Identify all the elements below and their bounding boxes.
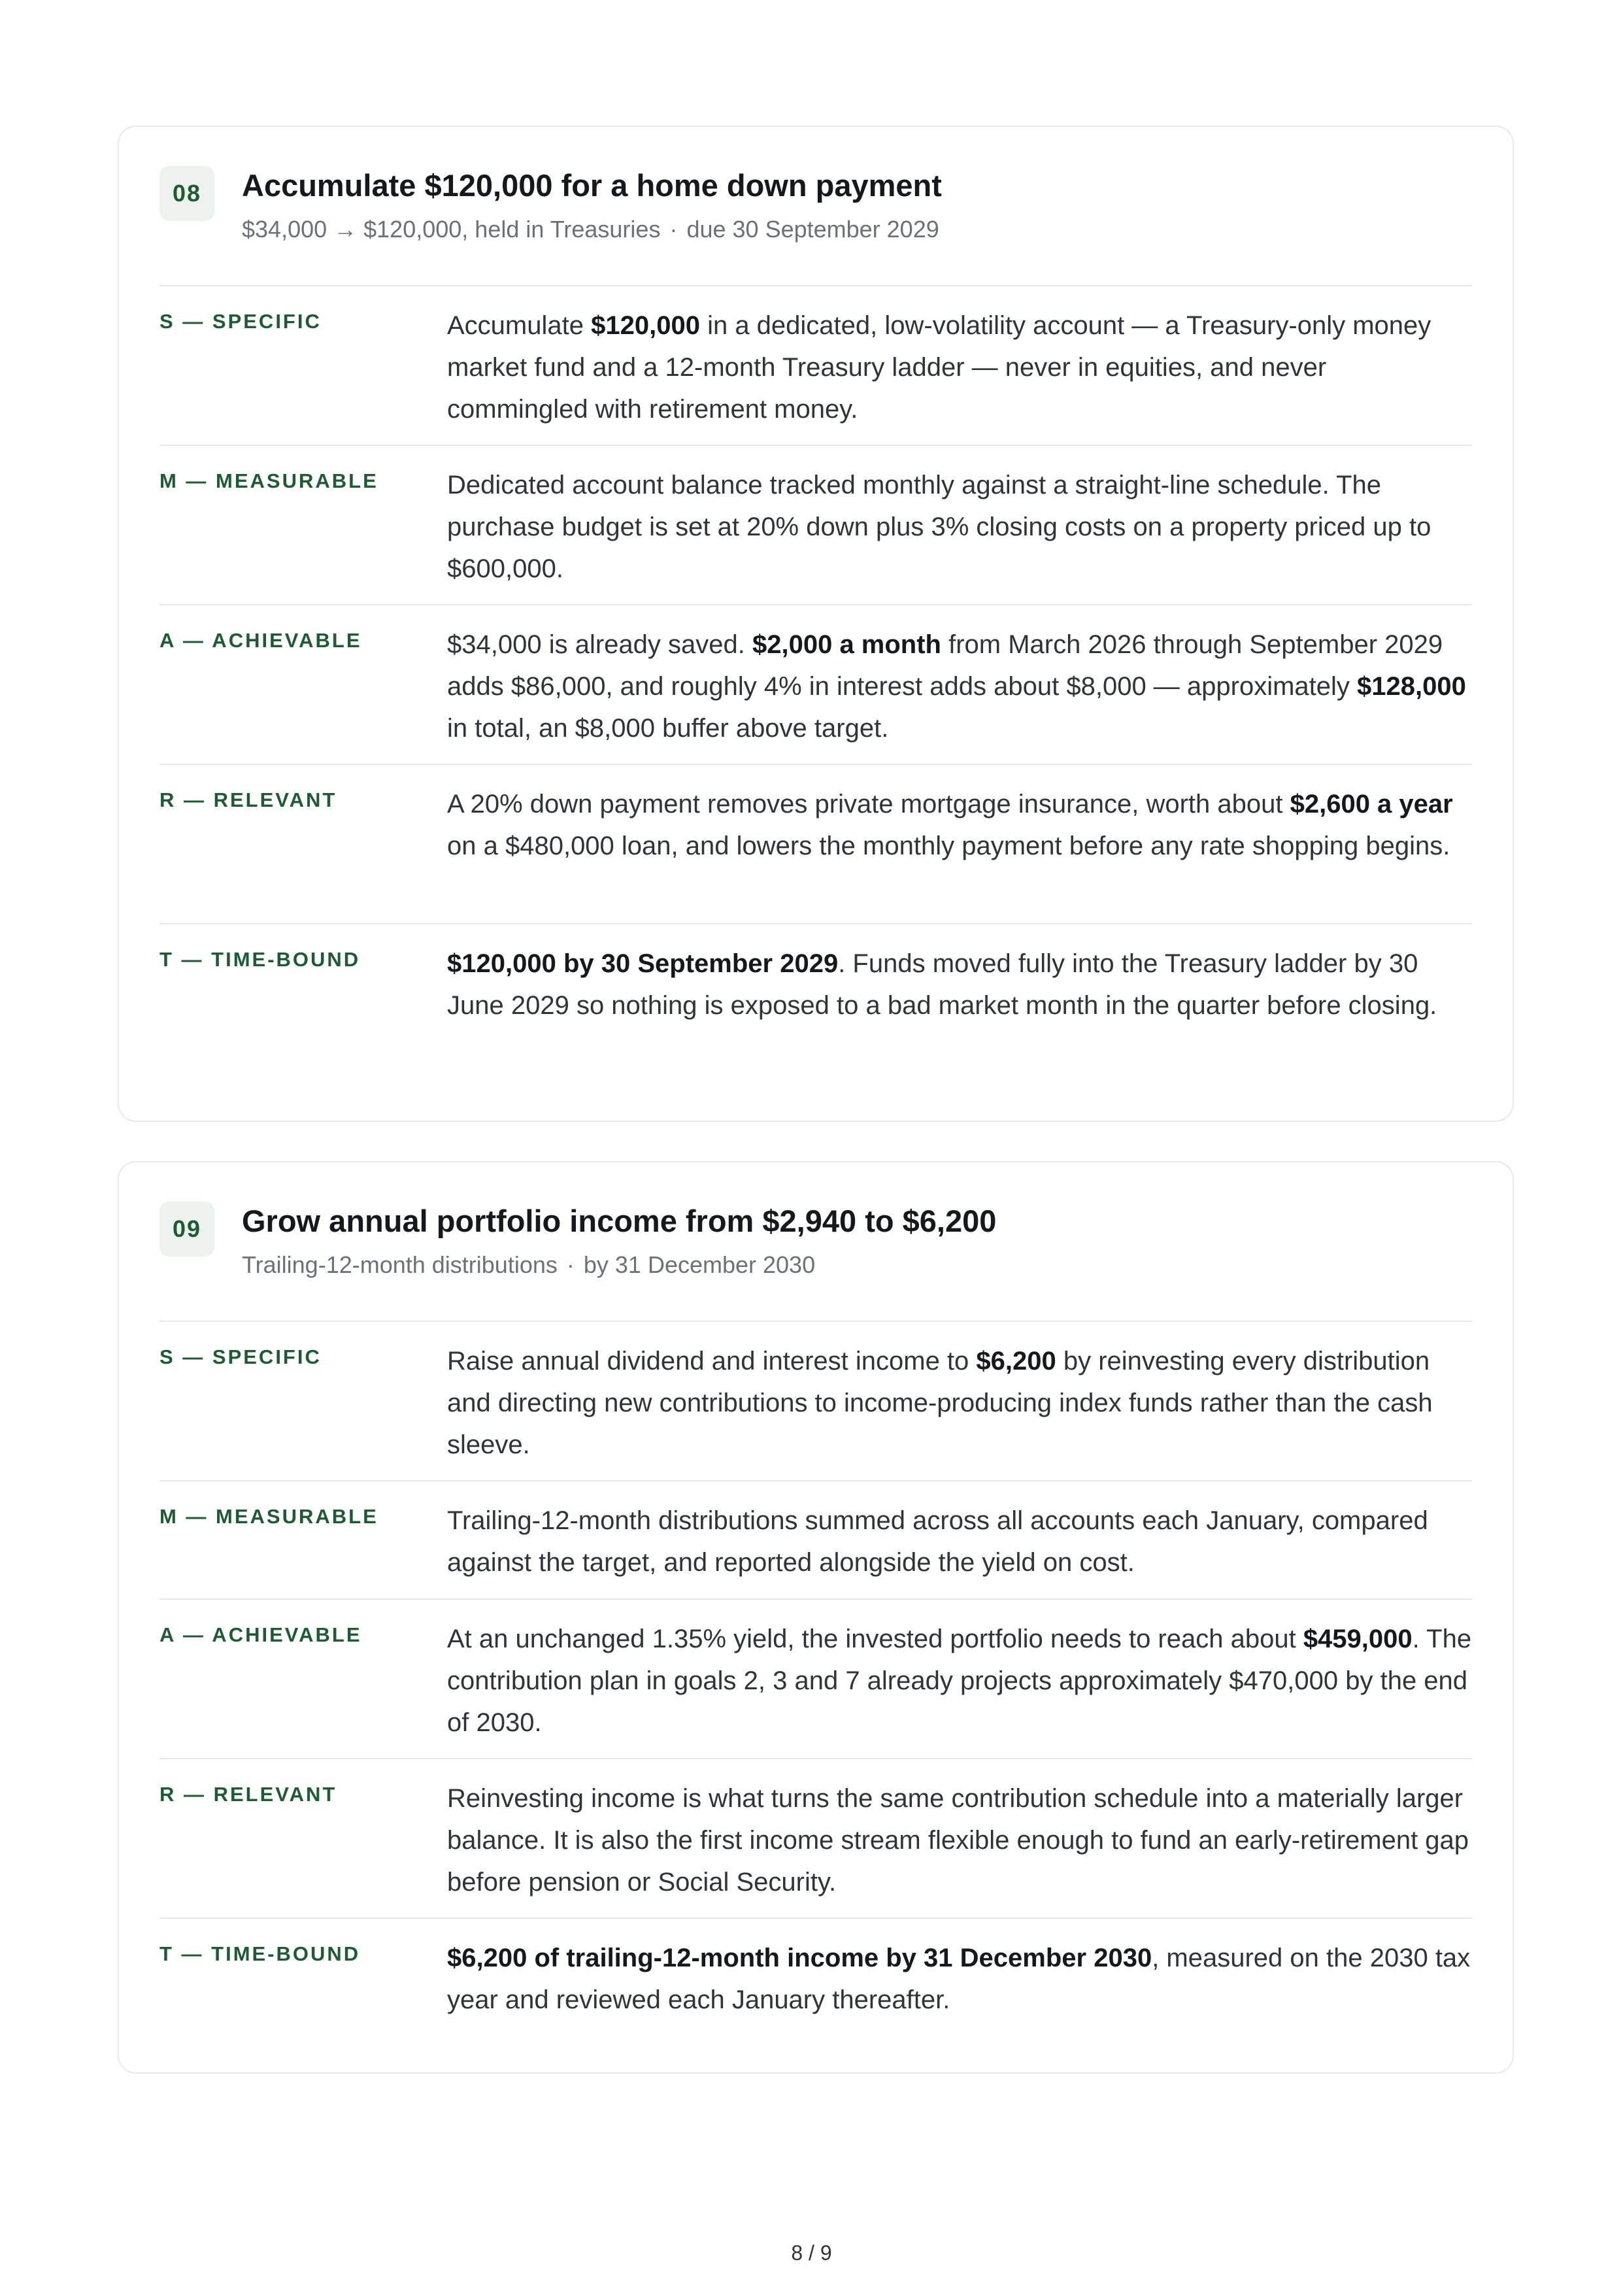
criterion-text: $34,000 is already saved. $2,000 a month from March 2026 through September 2029 adds $86,000, and roughly 4% in interest adds about $8,000 — approximately $128,000 in total, an $8,000 buffer above target. [447, 630, 1466, 743]
criterion-label: A — ACHIEVABLE [159, 629, 362, 652]
goal-number-badge: 09 [159, 1202, 214, 1257]
criterion-text: Dedicated account balance tracked monthly against a straight-line schedule. The purchase budget is set at 20% down plus 3% closing costs on a property priced up to $600,000. [447, 471, 1431, 583]
smart-criteria [159, 1321, 1472, 2070]
goal-title: Grow annual portfolio income from $2,940 to $6,200 [242, 1204, 997, 1238]
criterion-label: A — ACHIEVABLE [159, 1623, 362, 1646]
subtitle-separator: · [669, 216, 678, 243]
goal-subtitle [242, 1251, 815, 1279]
goal-card-08 [118, 126, 1514, 1122]
goal-title: Accumulate $120,000 for a home down payment [242, 168, 942, 203]
emphasis: $2,000 a month [752, 630, 941, 659]
smart-row-time-bound [159, 1917, 1472, 2070]
smart-row-relevant [159, 1758, 1472, 1917]
emphasis: $6,200 of trailing-12-month income by 31 December 2030 [447, 1944, 1152, 1972]
criterion-text: A 20% down payment removes private mortgage insurance, worth about $2,600 a year on a $480,000 loan, and lowers the monthly payment before any rate shopping begins. [447, 790, 1453, 860]
emphasis: $6,200 [976, 1347, 1056, 1376]
criterion-text: $120,000 by 30 September 2029. Funds moved fully into the Treasury ladder by 30 June 2029 so nothing is exposed to a bad market month in the quarter before closing. [447, 949, 1437, 1020]
smart-row-achievable [159, 1598, 1472, 1758]
smart-row-specific [159, 1321, 1472, 1480]
smart-row-relevant [159, 764, 1472, 923]
criterion-text: Trailing-12-month distributions summed across all accounts each January, compared against the target, and reported alongside the yield on cost. [447, 1506, 1428, 1577]
page-number: 8 / 9 [791, 2241, 832, 2265]
criterion-label: S — SPECIFIC [159, 310, 322, 333]
goal-subtitle-main: Trailing-12-month distributions [242, 1251, 558, 1278]
goal-card-09 [118, 1161, 1514, 2074]
criterion-text: Reinvesting income is what turns the same contribution schedule into a materially larger balance. It is also the first income stream flexible enough to fund an early-retirement gap before pension or Social Security. [447, 1784, 1469, 1897]
smart-row-achievable [159, 604, 1472, 764]
goal-header [159, 166, 1472, 245]
goal-number-badge: 08 [159, 166, 214, 221]
criterion-label: R — RELEVANT [159, 788, 337, 811]
goal-due-date: by 31 December 2030 [583, 1251, 816, 1278]
smart-row-time-bound [159, 923, 1472, 1119]
criterion-label: T — TIME-BOUND [159, 948, 361, 971]
emphasis: $2,600 a year [1290, 790, 1453, 819]
goal-subtitle [242, 216, 939, 243]
smart-row-measurable [159, 1480, 1472, 1598]
criterion-label: S — SPECIFIC [159, 1345, 322, 1368]
criterion-label: M — MEASURABLE [159, 469, 378, 492]
criterion-text: Accumulate $120,000 in a dedicated, low-volatility account — a Treasury-only money market fund and a 12-month Treasury ladder — never in equities, and never commingled with retirement money. [447, 311, 1431, 424]
emphasis: $120,000 by 30 September 2029 [447, 949, 839, 978]
subtitle-separator: · [566, 1251, 575, 1278]
smart-criteria [159, 285, 1472, 1119]
criterion-label: R — RELEVANT [159, 1783, 337, 1806]
emphasis: $459,000 [1303, 1625, 1413, 1653]
criterion-text: $6,200 of trailing-12-month income by 31 December 2030, measured on the 2030 tax year and reviewed each January thereafter. [447, 1944, 1471, 2014]
smart-row-specific [159, 285, 1472, 445]
criterion-text: At an unchanged 1.35% yield, the invested portfolio needs to reach about $459,000. The contribution plan in goals 2, 3 and 7 already projects approximately $470,000 by the end of 2030. [447, 1625, 1472, 1737]
goal-header [159, 1202, 1472, 1280]
criterion-text: Raise annual dividend and interest income to $6,200 by reinvesting every distribution and directing new contributions to income-producing index funds rather than the cash sleeve. [447, 1347, 1433, 1459]
criterion-label: M — MEASURABLE [159, 1505, 378, 1528]
goal-subtitle-main: $34,000 → $120,000, held in Treasuries [242, 216, 661, 243]
goal-due-date: due 30 September 2029 [686, 216, 939, 243]
emphasis: $128,000 [1357, 672, 1466, 701]
emphasis: $120,000 [591, 311, 700, 340]
criterion-label: T — TIME-BOUND [159, 1942, 361, 1965]
smart-row-measurable [159, 445, 1472, 604]
